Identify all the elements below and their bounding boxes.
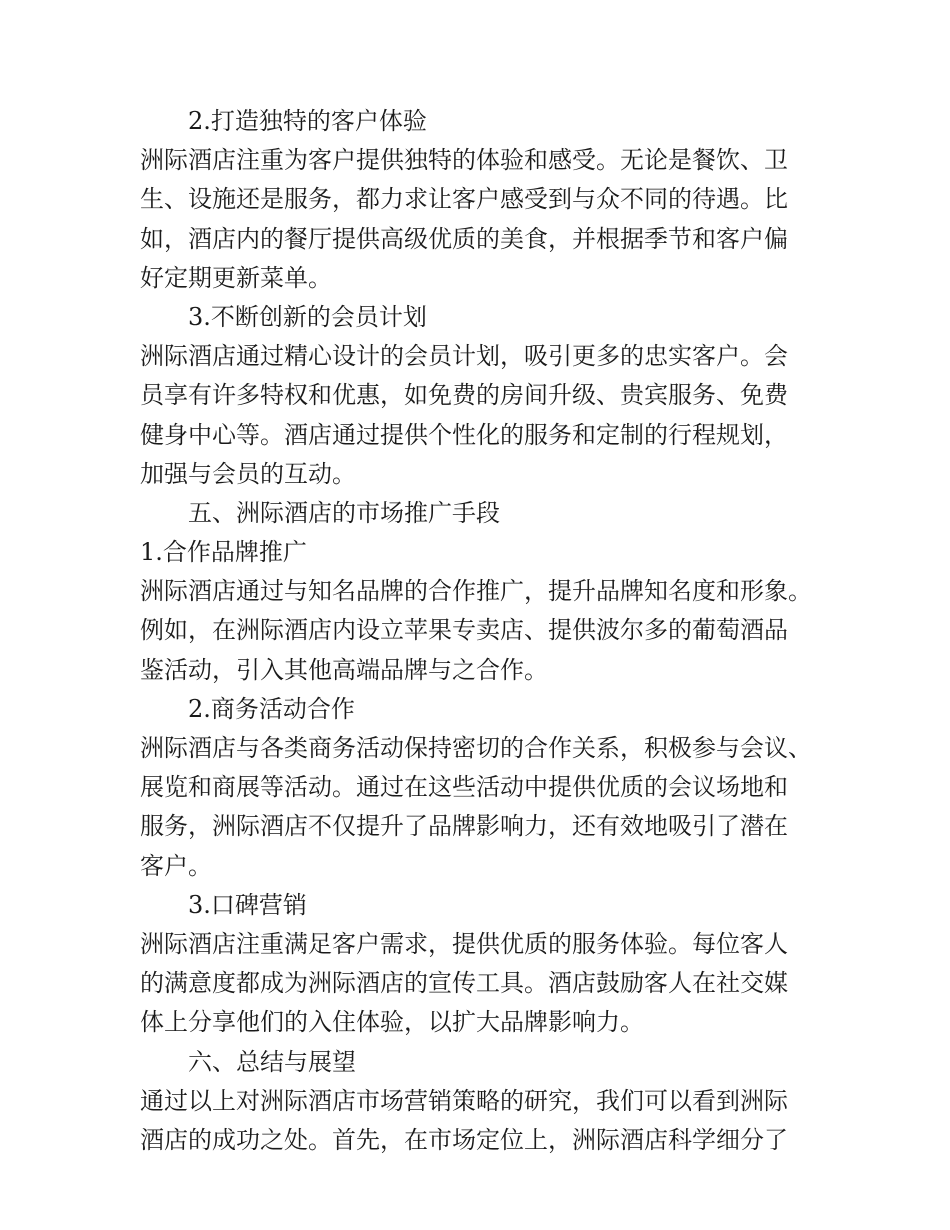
paragraph-line: 洲际酒店与各类商务活动保持密切的合作关系，积极参与会议、 (140, 734, 812, 762)
paragraph-line: 洲际酒店通过与知名品牌的合作推广，提升品牌知名度和形象。 (140, 577, 812, 606)
paragraph-line: 如，酒店内的餐厅提供高级优质的美食，并根据季节和客户偏 (140, 224, 788, 253)
section-heading-marketing: 五、洲际酒店的市场推广手段 (188, 498, 500, 527)
subheading-brand-cooperation: 1.合作品牌推广 (140, 538, 307, 567)
paragraph-line: 鉴活动，引入其他高端品牌与之合作。 (140, 655, 548, 684)
paragraph-line: 的满意度都成为洲际酒店的宣传工具。酒店鼓励客人在社交媒 (140, 969, 788, 998)
paragraph-line: 展览和商展等活动。通过在这些活动中提供优质的会议场地和 (140, 773, 788, 802)
paragraph-line: 服务，洲际酒店不仅提升了品牌影响力，还有效地吸引了潜在 (140, 812, 788, 841)
subheading-word-of-mouth: 3.口碑营销 (188, 890, 307, 919)
paragraph-line: 生、设施还是服务，都力求让客户感受到与众不同的待遇。比 (140, 185, 788, 214)
paragraph-line: 加强与会员的互动。 (140, 459, 356, 488)
subheading-membership-plan: 3.不断创新的会员计划 (188, 302, 427, 331)
paragraph-line: 健身中心等。酒店通过提供个性化的服务和定制的行程规划， (140, 420, 788, 449)
paragraph-line: 体上分享他们的入住体验，以扩大品牌影响力。 (140, 1008, 644, 1037)
subheading-unique-experience: 2.打造独特的客户体验 (188, 107, 427, 135)
paragraph-line: 好定期更新菜单。 (140, 263, 332, 292)
paragraph-line: 洲际酒店注重为客户提供独特的体验和感受。无论是餐饮、卫 (140, 146, 788, 175)
paragraph-line: 通过以上对洲际酒店市场营销策略的研究，我们可以看到洲际 (140, 1086, 788, 1115)
subheading-business-events: 2.商务活动合作 (188, 694, 355, 723)
paragraph-line: 洲际酒店通过精心设计的会员计划，吸引更多的忠实客户。会 (140, 342, 788, 371)
paragraph-line: 酒店的成功之处。首先，在市场定位上，洲际酒店科学细分了 (140, 1125, 788, 1154)
paragraph-line: 客户。 (140, 851, 212, 880)
paragraph-line: 员享有许多特权和优惠，如免费的房间升级、贵宾服务、免费 (140, 381, 788, 410)
section-heading-summary: 六、总结与展望 (188, 1047, 356, 1076)
paragraph-line: 洲际酒店注重满足客户需求，提供优质的服务体验。每位客人 (140, 929, 788, 958)
paragraph-line: 例如，在洲际酒店内设立苹果专卖店、提供波尔多的葡萄酒品 (140, 616, 788, 645)
document-body (140, 102, 820, 1160)
